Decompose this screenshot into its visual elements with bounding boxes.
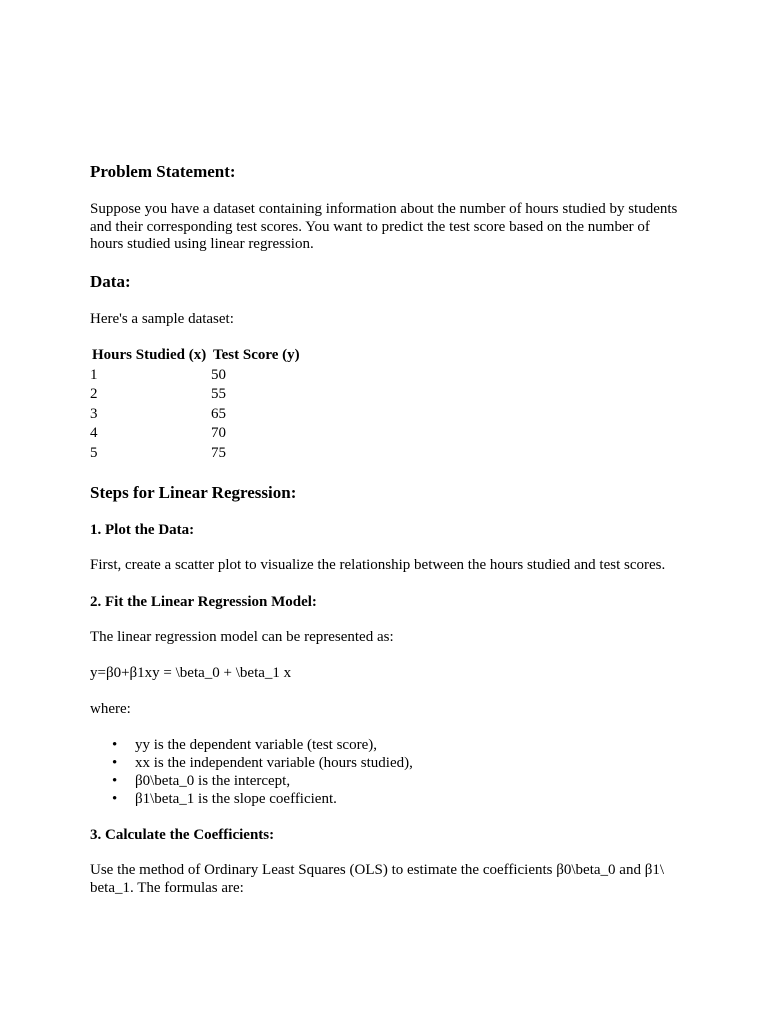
step1-text: First, create a scatter plot to visualize the relationship between the hours studied and test scores. [90,557,666,573]
bullet-icon: • [112,791,118,807]
table-row [90,385,302,405]
steps-heading: Steps for Linear Regression: [90,483,297,502]
list-item-text: yy is the dependent variable (test score), [135,737,377,753]
table-header-row [90,346,302,366]
table-cell-score: 65 [211,405,226,422]
variable-definitions-list [90,736,413,808]
list-item [90,790,413,808]
table-cell-score: 55 [211,386,226,403]
step2-heading: 2. Fit the Linear Regression Model: [90,594,317,610]
table-row [90,444,302,464]
column-header-hours: Hours Studied (x) [92,347,207,363]
table-cell-hours: 5 [90,444,98,461]
list-item [90,736,413,754]
table-cell-hours: 4 [90,425,98,442]
table-cell-score: 50 [211,366,226,383]
step1-heading: 1. Plot the Data: [90,522,195,538]
problem-statement-heading: Problem Statement: [90,162,236,181]
step2-intro-text: The linear regression model can be represented as: [90,629,394,645]
table-cell-hours: 2 [90,386,98,403]
table-cell-score: 70 [211,425,226,442]
step3-text-line2: beta_1. The formulas are: [90,879,244,896]
bullet-icon: • [112,737,118,753]
where-label: where: [90,701,131,717]
table-row [90,366,302,386]
step3-heading: 3. Calculate the Coefficients: [90,827,275,843]
data-intro-text: Here's a sample dataset: [90,311,234,327]
list-item-text: β0\beta_0 is the intercept, [135,773,291,789]
problem-statement-text: Suppose you have a dataset containing information about the number of hours studied by students and their corresponding test scores. You want to predict the test score based on the number of hours studied using linear regression. [90,201,678,252]
step3-text-line1: Use the method of Ordinary Least Squares (OLS) to estimate the coefficients β0\beta_0 and β1\ [90,862,664,878]
bullet-icon: • [112,755,118,771]
table-row [90,424,302,444]
table-cell-hours: 1 [90,366,98,383]
list-item-text: β1\beta_1 is the slope coefficient. [135,791,337,807]
list-item [90,772,413,790]
list-item-text: xx is the independent variable (hours studied), [135,755,413,771]
sample-dataset-table [90,346,302,464]
table-cell-hours: 3 [90,405,98,422]
column-header-score: Test Score (y) [213,347,300,363]
table-cell-score: 75 [211,444,226,461]
data-heading: Data: [90,272,131,291]
table-row [90,405,302,425]
regression-formula: y=β0+β1xy = \beta_0 + \beta_1 x [90,665,292,681]
list-item [90,754,413,772]
bullet-icon: • [112,773,118,789]
